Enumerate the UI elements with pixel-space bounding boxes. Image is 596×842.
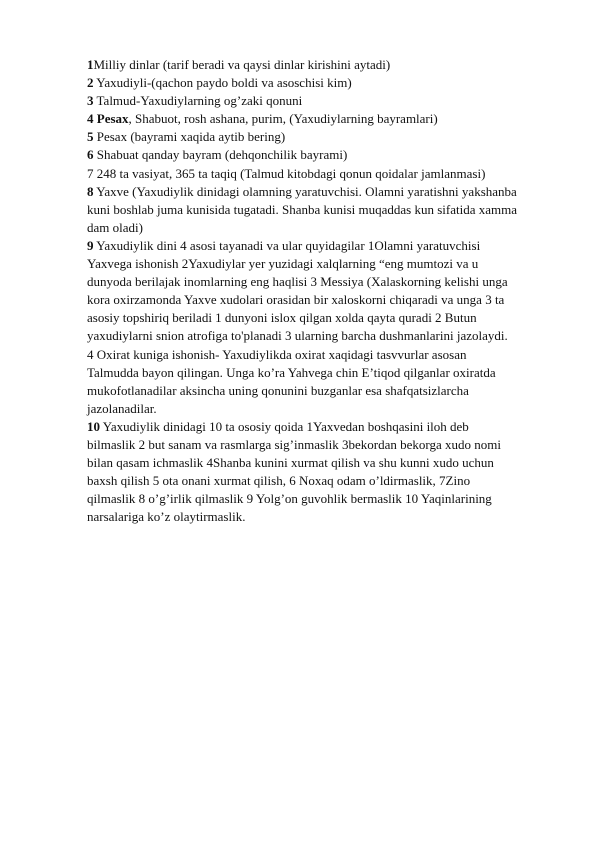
text-line: baxsh qilish 5 ota onani xurmat qilish, 6 Noxaq odam o’ldirmaslik, 7Zino [87,473,471,489]
item-number: 9 [87,237,94,253]
text-line: Talmudda bayon qilingan. Unga ko’ra Yahvega chin E’tiqod qilganlar oxiratda [87,364,496,380]
text-line: narsalariga ko’z olaytirmaslik. [87,509,246,525]
item-text: 7 248 ta vasiyat, 365 ta taqiq (Talmud kitobdagi qonun qoidalar jamlanmasi) [87,165,486,181]
text-line: mukofotlanadilar aksincha uning qonunini buzganlar esa shafqatsizlarcha [87,382,469,398]
item-number: 1 [87,57,94,72]
text-line: yaxudiylarni snion atrofiga to'planadi 3 ularning barcha dushmanlarini jazolaydi. [87,328,508,344]
item-text: Yaxudiylik dini 4 asosi tayanadi va ular quyidagilar 1Olamni yaratuvchisi [93,237,481,253]
text-line: jazolanadilar. [87,400,157,416]
item-text: Yaxudiylik dinidagi 10 ta ososiy qoida 1Yaxvedan boshqasini iloh deb [100,418,469,434]
item-text: Yaxve (Yaxudiylik dinidagi olamning yaratuvchisi. Olamni yaratishni yakshanba [93,183,517,199]
text-line: asosiy topshiriq beriladi 1 dunyoni islox qilgan xolda qayta quradi 2 Butun [87,310,477,326]
text-line: kora oxirzamonda Yaxve xudolari orasidan bir xaloskorni chiqaradi va unga 3 ta [87,292,505,308]
item-number: 5 [87,129,94,145]
item-number: 2 [87,75,94,91]
list-item [87,74,542,92]
item-text: Talmud-Yaxudiylarning og’zaki qonuni [93,93,303,109]
text-line: bilan qasam ichmaslik 4Shanba kunini xurmat qilish va shu kunni xudo uchun [87,455,494,471]
list-item [87,92,542,110]
item-text: , Shabuot, rosh ashana, purim, (Yaxudiylarning bayramlari) [128,111,438,127]
list-item [87,237,542,255]
text-line: qilmaslik 8 o’g’irlik qilmaslik 9 Yolg’on guvohlik bermaslik 10 Yaqinlarining [87,491,492,507]
text-line: Yaxvega ishonish 2Yaxudiylar yer yuzidagi xalqlarning “eng mumtozi va u [87,256,479,272]
list-item [87,110,542,128]
text-line: dunyoda berilajak inomlarning eng haqlisi 3 Messiya (Xalaskorning kelishi unga [87,274,508,290]
list-item [87,165,542,183]
list-item [87,146,542,164]
item-number: 8 [87,183,94,199]
item-text: Yaxudiyli-(qachon paydo boldi va asoschisi kim) [93,75,352,91]
item-text: Shabuat qanday bayram (dehqonchilik bayrami) [93,147,348,163]
item-text: Pesax (bayrami xaqida aytib bering) [93,129,286,145]
item-number: 6 [87,147,94,163]
list-item [87,128,542,146]
text-line: 4 Oxirat kuniga ishonish- Yaxudiylikda oxirat xaqidagi tasvvurlar asosan [87,346,467,362]
item-number: 4 [87,111,94,127]
text-line: bilmaslik 2 but sanam va rasmlarga sig’inmaslik 3bekordan bekorga xudo nomi [87,436,502,452]
text-line: kuni boshlab juma kunisida tugatadi. Shanba kunisi muqaddas kun sifatida xamma [87,201,518,217]
item-bold-word: Pesax [93,111,129,127]
item-text: Milliy dinlar (tarif beradi va qaysi dinlar kirishini aytadi) [93,57,391,72]
list-item [87,418,542,436]
item-number: 10 [87,418,100,434]
list-item [87,183,542,201]
list-item [87,56,542,74]
document-page [87,56,542,526]
item-number: 3 [87,93,94,109]
text-line: dam oladi) [87,219,143,235]
